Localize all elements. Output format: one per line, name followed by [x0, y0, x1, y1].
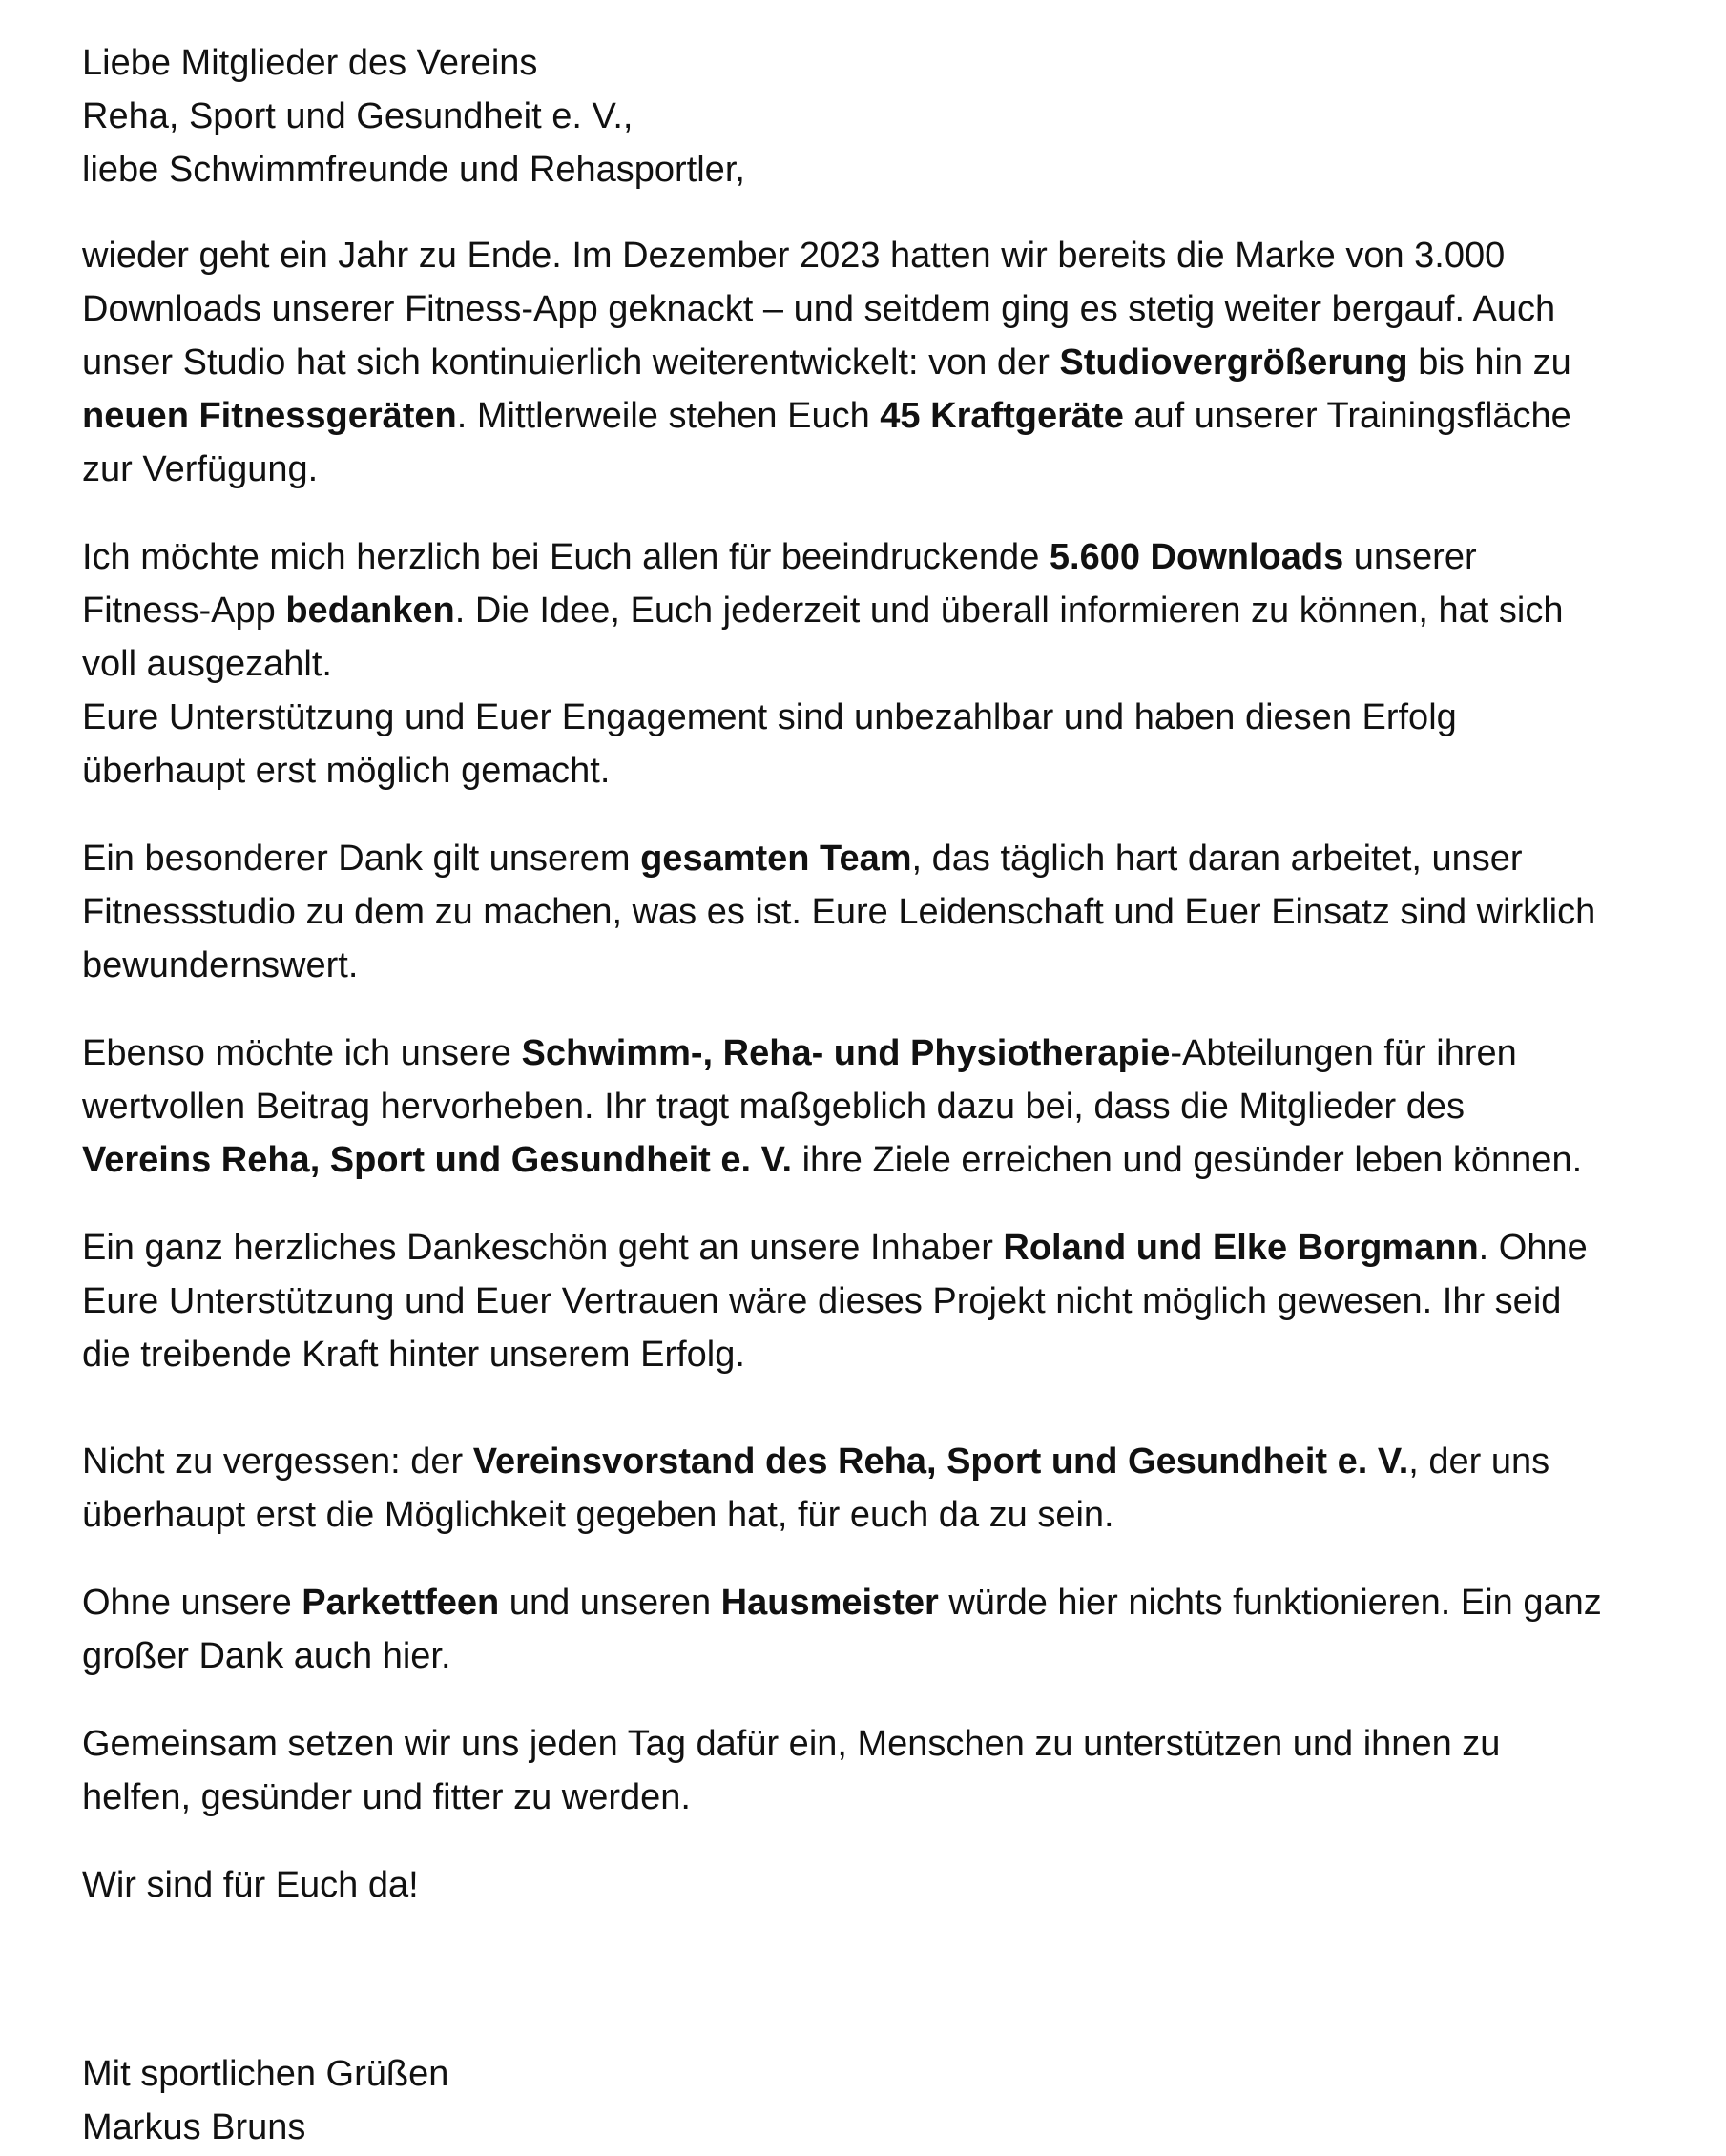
paragraph-team-thanks — [82, 832, 1656, 992]
paragraph-owners — [82, 1221, 1656, 1381]
paragraph-board — [82, 1435, 1656, 1542]
bold-whole-team: gesamten Team — [640, 839, 912, 879]
text-line — [82, 832, 1656, 885]
bold-cleaners: Parkettfeen — [302, 1583, 500, 1623]
text-line: die treibende Kraft hinter unserem Erfolg. — [82, 1335, 745, 1375]
text-line — [82, 1133, 1656, 1187]
text-line — [82, 336, 1656, 389]
text-run: Ein besonderer Dank gilt unserem — [82, 839, 641, 879]
text-run: auf unserer Trainingsfläche — [1123, 396, 1571, 436]
salutation-line: liebe Schwimmfreunde und Rehasportler, — [82, 150, 745, 190]
text-line: wieder geht ein Jahr zu Ende. Im Dezember 2023 hatten wir bereits die Marke von 3.000 — [82, 236, 1506, 276]
bold-studio-enlargement: Studiovergrößerung — [1059, 342, 1408, 383]
text-run: unser Studio hat sich kontinuierlich weiterentwickelt: von der — [82, 342, 1060, 383]
text-run: , der uns — [1408, 1441, 1550, 1482]
closing-greeting: Mit sportlichen Grüßen — [82, 2054, 449, 2094]
text-line: voll ausgezahlt. — [82, 644, 332, 684]
text-line — [82, 1026, 1656, 1080]
bold-thank: bedanken — [285, 591, 455, 631]
text-line: wertvollen Beitrag hervorheben. Ihr tragt maßgeblich dazu bei, dass die Mitglieder des — [82, 1087, 1465, 1127]
salutation — [82, 36, 1656, 197]
text-line: überhaupt erst die Möglichkeit gegeben hat, für euch da zu sein. — [82, 1495, 1114, 1535]
bold-caretaker: Hausmeister — [720, 1583, 939, 1623]
text-line: helfen, gesünder und fitter zu werden. — [82, 1777, 691, 1817]
text-run: . Ohne — [1478, 1228, 1588, 1268]
text-run: unserer — [1343, 537, 1477, 577]
text-line: Gemeinsam setzen wir uns jeden Tag dafür ein, Menschen zu unterstützen und ihnen zu — [82, 1724, 1501, 1764]
paragraph-slogan — [82, 1858, 1656, 1912]
salutation-line: Liebe Mitglieder des Vereins — [82, 43, 538, 83]
text-line — [82, 530, 1656, 584]
text-line — [82, 1435, 1656, 1488]
text-line: Fitnessstudio zu dem zu machen, was es ist. Eure Leidenschaft und Euer Einsatz sind wirklich — [82, 892, 1596, 932]
paragraph-staff — [82, 1576, 1656, 1683]
paragraph-year-review — [82, 229, 1656, 496]
text-line: großer Dank auch hier. — [82, 1636, 451, 1676]
bold-board: Vereinsvorstand des Reha, Sport und Gesundheit e. V. — [472, 1441, 1409, 1482]
bold-association: Vereins Reha, Sport und Gesundheit e. V. — [82, 1140, 793, 1180]
bold-departments: Schwimm-, Reha- und Physiotherapie — [521, 1033, 1171, 1073]
salutation-line: Reha, Sport und Gesundheit e. V., — [82, 96, 634, 136]
text-line: Eure Unterstützung und Euer Engagement sind unbezahlbar und haben diesen Erfolg — [82, 697, 1457, 737]
text-run: Ebenso möchte ich unsere — [82, 1033, 522, 1073]
text-run: würde hier nichts funktionieren. Ein ganz — [938, 1583, 1602, 1623]
text-line: zur Verfügung. — [82, 449, 319, 489]
text-run: Fitness-App — [82, 591, 286, 631]
text-run: und unseren — [499, 1583, 721, 1623]
text-line — [82, 389, 1656, 443]
text-run: Ohne unsere — [82, 1583, 302, 1623]
text-run: Nicht zu vergessen: der — [82, 1441, 473, 1482]
text-line — [82, 1221, 1656, 1275]
text-run: Ich möchte mich herzlich bei Euch allen für beeindruckende — [82, 537, 1050, 577]
paragraph-departments — [82, 1026, 1656, 1187]
paragraph-downloads-thanks — [82, 530, 1656, 798]
signer-name: Markus Bruns — [82, 2107, 306, 2147]
letter-body — [82, 36, 1656, 1946]
text-line: Downloads unserer Fitness-App geknackt – und seitdem ging es stetig weiter bergauf. Auch — [82, 289, 1556, 329]
text-line — [82, 1576, 1656, 1629]
text-run: . Mittlerweile stehen Euch — [456, 396, 881, 436]
bold-owners: Roland und Elke Borgmann — [1003, 1228, 1479, 1268]
text-line — [82, 584, 1656, 637]
bold-strength-machines: 45 Kraftgeräte — [880, 396, 1124, 436]
text-line: bewundernswert. — [82, 945, 359, 985]
text-run: . Die Idee, Euch jederzeit und überall informieren zu können, hat sich — [454, 591, 1564, 631]
text-run: , das täglich hart daran arbeitet, unser — [911, 839, 1523, 879]
text-line: Eure Unterstützung und Euer Vertrauen wäre dieses Projekt nicht möglich gewesen. Ihr seid — [82, 1281, 1562, 1321]
closing-signature — [82, 2047, 448, 2154]
paragraph-mission — [82, 1717, 1656, 1824]
text-run: ihre Ziele erreichen und gesünder leben können. — [792, 1140, 1583, 1180]
text-run: -Abteilungen für ihren — [1170, 1033, 1517, 1073]
text-run: bis hin zu — [1407, 342, 1571, 383]
text-run: Ein ganz herzliches Dankeschön geht an unsere Inhaber — [82, 1228, 1004, 1268]
bold-new-equipment: neuen Fitnessgeräten — [82, 396, 457, 436]
bold-downloads: 5.600 Downloads — [1049, 537, 1344, 577]
text-line: überhaupt erst möglich gemacht. — [82, 751, 611, 791]
text-line: Wir sind für Euch da! — [82, 1865, 419, 1905]
